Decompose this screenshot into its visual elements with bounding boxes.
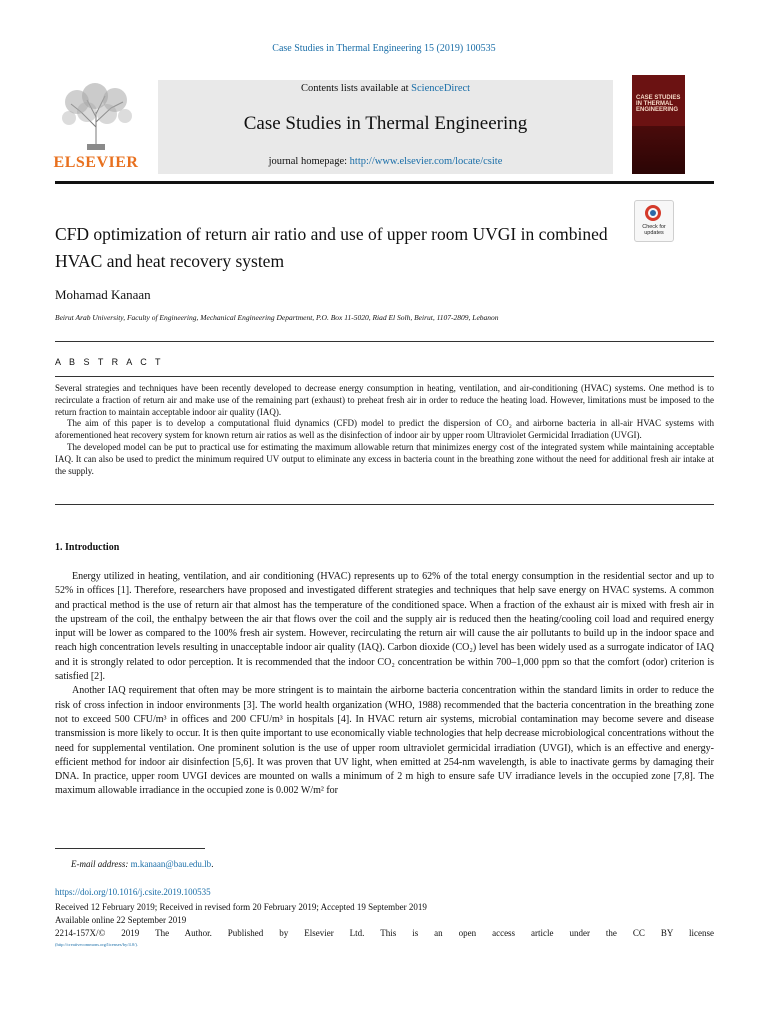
divider — [55, 341, 714, 342]
journal-citation[interactable]: Case Studies in Thermal Engineering 15 (2019) 100535 — [272, 43, 496, 54]
author-affiliation: Beirut Arab University, Faculty of Engineering, Mechanical Engineering Department, P.O. Box 11-5020, Riad El Solh, Beirut, 1107-2809, Lebanon — [55, 313, 499, 322]
footnote-email — [71, 859, 213, 869]
received-dates: Received 12 February 2019; Received in revised form 20 February 2019; Accepted 19 September 2019 — [55, 902, 427, 912]
abstract-paragraph: The aim of this paper is to develop a computational fluid dynamics (CFD) model to predict the dispersion of CO₂ and airborne bacteria in all-air HVAC systems with aforementioned heat recovery system for known return air ratios as well as the disinfection of indoor air by upper room Ultraviolet Germicidal Irradiation (UVGI). — [55, 418, 714, 441]
crossmark-dot — [650, 210, 656, 216]
abstract-body — [55, 383, 714, 477]
intro-paragraph: Another IAQ requirement that often may be more stringent is to maintain the airborne bacteria concentration within the standard limits in order to reduce the risk of cross infection in indoor environments [3]. The world health organization (WHO, 1988) recommended that the bacteria concentration in the breathing zone not to exceed 500 CFU/m³ in offices and 200 CFU/m³ in hospitals [4]. In HVAC return air systems, microbial contamination may become severe and disease transmission is more likely to occur. It is then quite important to use economically viable technologies that help decrease microbiological concentrations without the need for supplemental ventilation. One prominent solution is the use of upper room ultraviolet germicidal irradiation (UVGI), which is an effective and energy-efficient method for indoor air disinfection [5,6]. It was proven that UV light, when emitted at 254-nm wavelength, is able to inactivate germs by damaging their DNA. In practice, upper room UVGI devices are mounted on walls a minimum of 2 m high to ensure safe UV irradiance levels in the occupied zone [7,8]. The maximum allowable irradiance in the occupied zone is 0.002 W/m² for — [55, 685, 714, 797]
elsevier-logo[interactable] — [53, 80, 139, 176]
divider — [55, 376, 714, 377]
section-heading-introduction: 1. Introduction — [55, 542, 120, 553]
journal-title: Case Studies in Thermal Engineering — [243, 113, 528, 134]
check-for-updates-button[interactable] — [634, 200, 674, 242]
intro-paragraph: Energy utilized in heating, ventilation, and air conditioning (HVAC) represents up to 62% of the total energy consumption in the residential sector and up to 52% in offices [1]. Therefore, researchers have proposed and investigated different strategies and techniques that help save energy on HVAC systems. A common and practical method is the use of return air that almost has the temperature of the conditioned space. When a fraction of the exhaust air is mixed with fresh air in the upstream of the coil, the enthalpy between the air that flows over the coil and the supply air is reduced then the heating/cooling coil load and required energy input will be lower as compared to the 100% fresh air system. However, recirculating the return air will cause the air pollutants to build up in the indoor space and reach high concentration levels resulting in unacceptable indoor air quality (IAQ). Carbon dioxide (CO₂) level has been widely used as a surrogate indicator of IAQ and it is strongly related to odor perception. It is recommended that the indoor CO₂ concentration be within 700–1,000 ppm so that the comfort (odor) criterion is satisfied [2]. — [55, 571, 714, 683]
divider — [55, 504, 714, 505]
homepage-link[interactable]: http://www.elsevier.com/locate/csite — [349, 156, 503, 167]
contents-prefix: Contents lists available at — [300, 83, 412, 94]
author-name[interactable]: Mohamad Kanaan — [55, 287, 151, 302]
publisher-name: ELSEVIER — [53, 154, 139, 171]
article-title: CFD optimization of return air ratio and use of upper room UVGI in combined HVAC and heat recovery system — [55, 224, 608, 271]
header-rule — [55, 181, 714, 184]
cover-band — [632, 126, 685, 174]
introduction-body — [55, 570, 714, 799]
homepage-prefix: journal homepage: — [268, 156, 350, 167]
license-link[interactable]: (http://creativecommons.org/licenses/by/4.0/). — [55, 942, 139, 947]
elsevier-tree-icon — [57, 82, 135, 152]
journal-masthead — [158, 80, 613, 174]
email-link[interactable]: m.kanaan@bau.edu.lb — [130, 859, 212, 869]
homepage-line — [158, 156, 613, 167]
copyright-line: 2214-157X/© 2019 The Author. Published by Elsevier Ltd. This is an open access article under the CC BY license — [55, 928, 714, 938]
cover-title: CASE STUDIES IN THERMAL ENGINEERING — [636, 95, 681, 113]
footnote-rule — [55, 848, 205, 849]
journal-cover-image[interactable] — [632, 75, 685, 174]
abstract-paragraph: Several strategies and techniques have been recently developed to decrease energy consumption in heating, ventilation, and air-conditioning (HVAC) systems. One method is to recirculate a fraction of return air and make use of the remaining part (exhaust) to preheat fresh air in order to reduce the heating load. However, limitations must be imposed to the return fraction to maintain acceptable indoor air quality (IAQ). — [55, 383, 714, 417]
email-label: E-mail address: — [71, 859, 131, 869]
available-online: Available online 22 September 2019 — [55, 915, 187, 925]
check-for-updates-label: Check for updates — [642, 224, 666, 236]
email-suffix: . — [211, 859, 214, 869]
sciencedirect-link[interactable]: ScienceDirect — [411, 83, 471, 94]
abstract-heading: A B S T R A C T — [55, 357, 164, 367]
doi-link[interactable]: https://doi.org/10.1016/j.csite.2019.100535 — [55, 887, 211, 897]
contents-line — [158, 83, 613, 94]
abstract-paragraph: The developed model can be put to practical use for estimating the maximum allowable return that minimizes energy cost of the integrated system while maintaining acceptable IAQ. It can also be used to predict the minimum required UV output to eliminate any excess in bacteria count in the breathing zone without the need for additional fresh air intake at the supply. — [55, 441, 714, 476]
